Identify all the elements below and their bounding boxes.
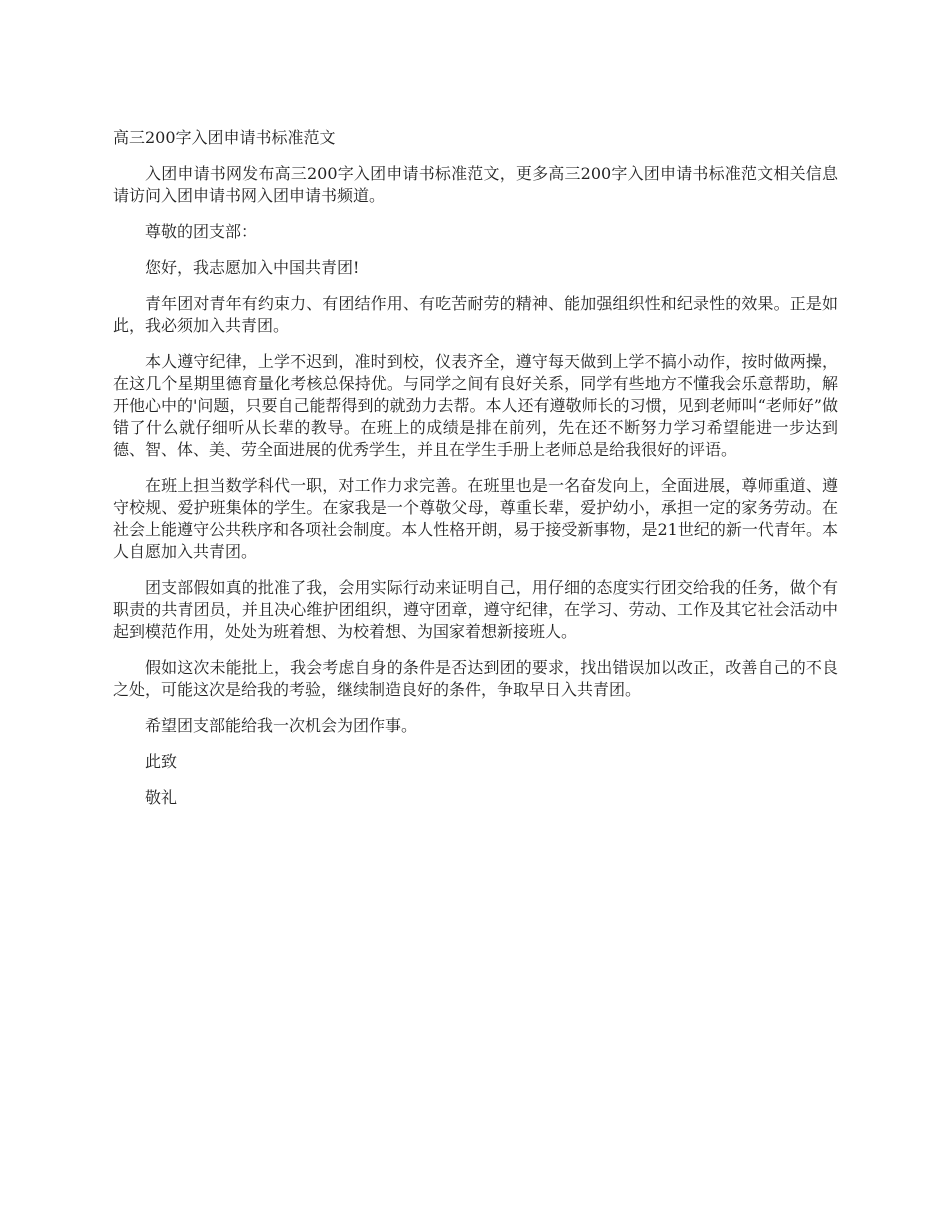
greeting: 您好，我志愿加入中国共青团! xyxy=(145,258,360,277)
document-body xyxy=(113,127,838,823)
body-paragraph: 在班上担当数学科代一职，对工作力求完善。在班里也是一名奋发向上，全面进展，尊师重道、遵守校规、爱护班集体的学生。在家我是一个尊敬父母，尊重长辈，爱护幼小，承担一定的家务劳动。在社会上能遵守公共秩序和各项社会制度。本人性格开朗，易于接受新事物，是21世纪的新一代青年。本人自愿加入共青团。 xyxy=(113,476,838,561)
body-paragraph: 青年团对青年有约束力、有团结作用、有吃苦耐劳的精神、能加强组织性和纪录性的效果。正是如此，我必须加入共青团。 xyxy=(113,294,838,335)
document-title: 高三200字入团申请书标准范文 xyxy=(113,128,336,147)
salutation: 尊敬的团支部： xyxy=(145,222,258,241)
intro-paragraph: 入团申请书网发布高三200字入团申请书标准范文，更多高三200字入团申请书标准范文相关信息请访问入团申请书网入团申请书频道。 xyxy=(113,164,838,205)
closing-phrase: 此致 xyxy=(145,752,178,771)
closing-salute: 敬礼 xyxy=(145,788,178,807)
closing-request: 希望团支部能给我一次机会为团作事。 xyxy=(145,716,418,735)
body-paragraph: 本人遵守纪律，上学不迟到，准时到校，仪表齐全，遵守每天做到上学不搞小动作，按时做两操，在这几个星期里德育量化考核总保持优。与同学之间有良好关系，同学有些地方不懂我会乐意帮助，解开他心中的'问题，只要自己能帮得到的就劲力去帮。本人还有遵敬师长的习惯，见到老师叫“老师好”做错了什么就仔细听从长辈的教导。在班上的成绩是排在前列，先在还不断努力学习希望能进一步达到德、智、体、美、劳全面进展的优秀学生，并且在学生手册上老师总是给我很好的评语。 xyxy=(113,352,838,459)
body-paragraph: 假如这次未能批上，我会考虑自身的条件是否达到团的要求，找出错误加以改正，改善自己的不良之处，可能这次是给我的考验，继续制造良好的条件，争取早日入共青团。 xyxy=(113,658,838,699)
body-paragraph: 团支部假如真的批准了我，会用实际行动来证明自己，用仔细的态度实行团交给我的任务，做个有职责的共青团员，并且决心维护团组织，遵守团章，遵守纪律，在学习、劳动、工作及其它社会活动中起到模范作用，处处为班着想、为校着想、为国家着想新接班人。 xyxy=(113,578,838,641)
